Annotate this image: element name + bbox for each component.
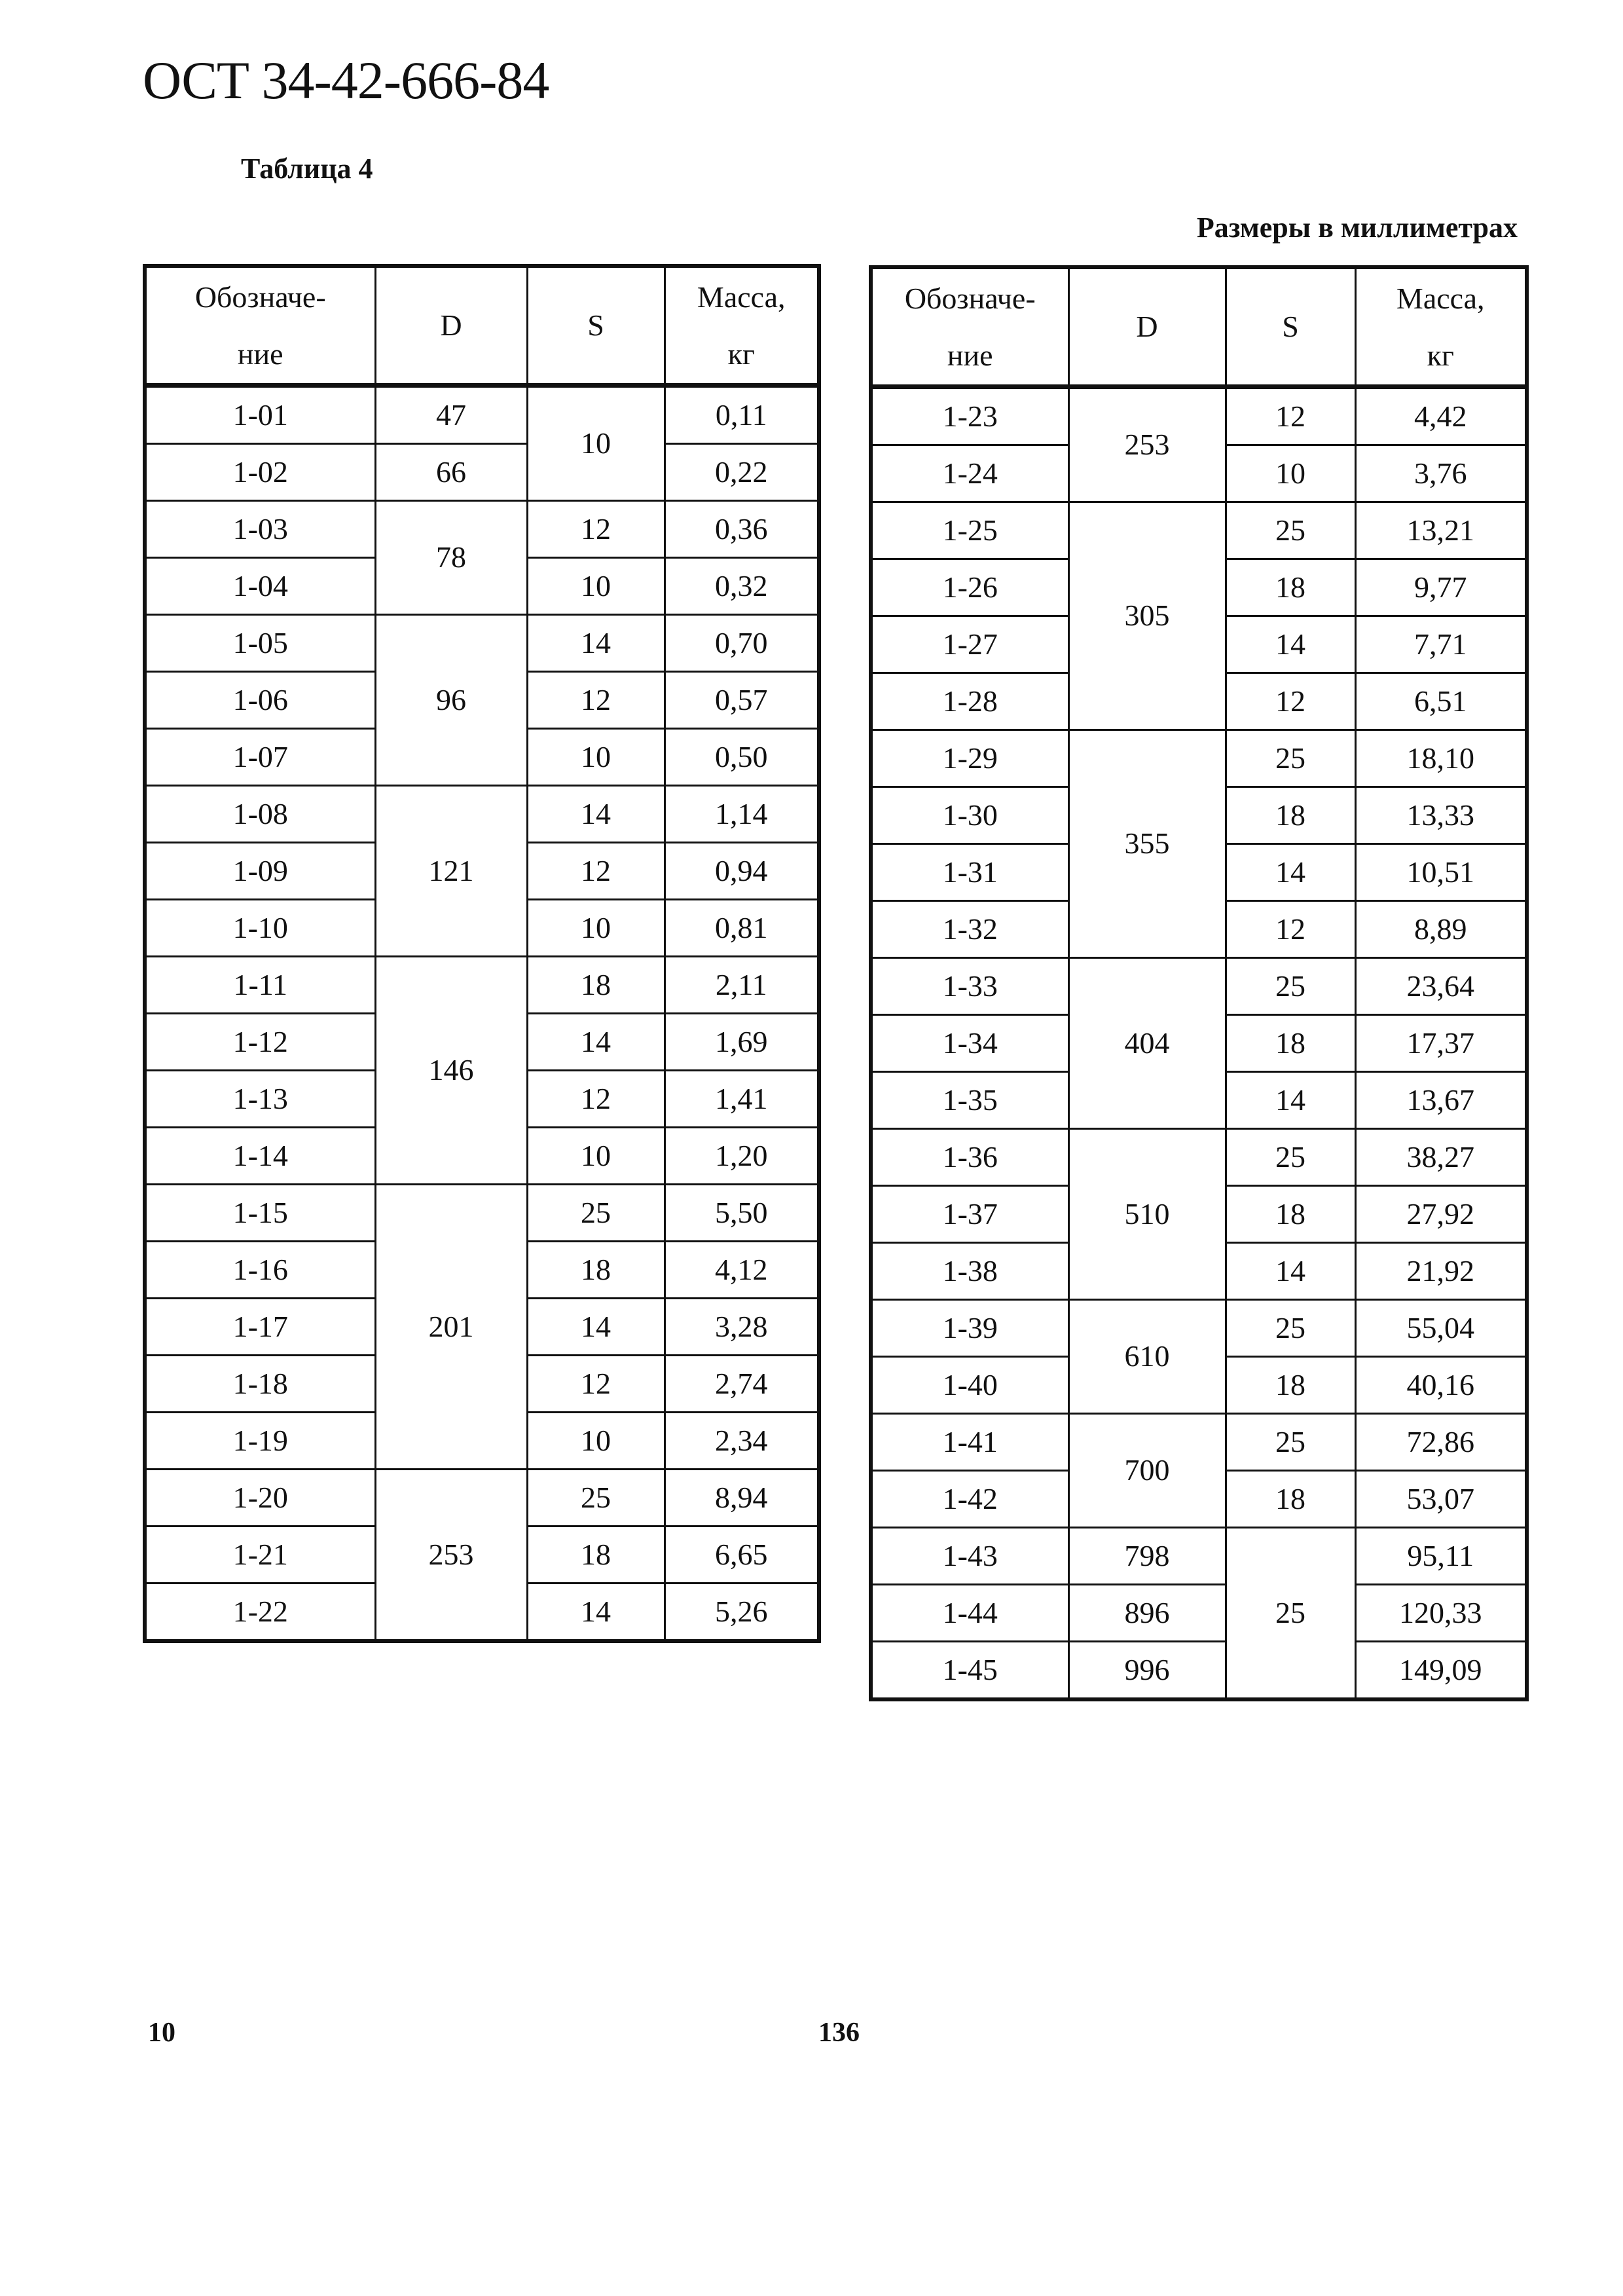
cell-s: 14	[527, 786, 665, 843]
cell-designation: 1-31	[871, 844, 1068, 901]
table-row	[145, 501, 819, 558]
cell-designation: 1-23	[871, 387, 1068, 445]
cell-s: 12	[527, 843, 665, 900]
cell-s: 10	[527, 386, 665, 501]
cell-d: 96	[375, 615, 527, 786]
cell-designation: 1-08	[145, 786, 375, 843]
header-designation-line1: Обозначе-	[194, 280, 326, 314]
header-mass-line1: Масса,	[697, 280, 786, 314]
cell-mass: 38,27	[1355, 1129, 1527, 1186]
cell-mass: 8,94	[665, 1470, 819, 1527]
cell-mass: 18,10	[1355, 730, 1527, 787]
table-row	[871, 1642, 1527, 1700]
cell-designation: 1-16	[145, 1242, 375, 1299]
cell-mass: 0,22	[665, 444, 819, 501]
cell-mass: 23,64	[1355, 958, 1527, 1015]
cell-s: 25	[527, 1470, 665, 1527]
cell-designation: 1-29	[871, 730, 1068, 787]
cell-mass: 0,57	[665, 672, 819, 729]
cell-designation: 1-15	[145, 1185, 375, 1242]
cell-s: 12	[527, 1356, 665, 1413]
cell-s: 10	[527, 729, 665, 786]
header-designation-line2: ние	[237, 337, 283, 371]
cell-designation: 1-37	[871, 1186, 1068, 1243]
cell-mass: 13,21	[1355, 502, 1527, 559]
cell-mass: 21,92	[1355, 1243, 1527, 1300]
cell-s: 12	[527, 1071, 665, 1128]
cell-designation: 1-02	[145, 444, 375, 501]
table-row	[145, 786, 819, 843]
cell-s: 14	[527, 1299, 665, 1356]
cell-mass: 2,11	[665, 957, 819, 1014]
cell-s: 14	[1226, 1072, 1355, 1129]
cell-mass: 6,65	[665, 1527, 819, 1583]
cell-mass: 1,69	[665, 1014, 819, 1071]
cell-s: 12	[527, 501, 665, 558]
cell-s: 18	[1226, 1186, 1355, 1243]
cell-designation: 1-11	[145, 957, 375, 1014]
cell-d: 66	[375, 444, 527, 501]
cell-s: 10	[527, 1128, 665, 1185]
cell-s: 18	[1226, 787, 1355, 844]
cell-designation: 1-38	[871, 1243, 1068, 1300]
cell-mass: 17,37	[1355, 1015, 1527, 1072]
cell-designation: 1-19	[145, 1413, 375, 1470]
cell-s: 14	[1226, 1243, 1355, 1300]
cell-designation: 1-20	[145, 1470, 375, 1527]
cell-designation: 1-21	[145, 1527, 375, 1583]
cell-mass: 5,50	[665, 1185, 819, 1242]
header-mass	[665, 266, 819, 386]
table-row	[145, 957, 819, 1014]
cell-s: 25	[1226, 1129, 1355, 1186]
cell-s: 12	[527, 672, 665, 729]
cell-d: 355	[1068, 730, 1226, 958]
cell-designation: 1-26	[871, 559, 1068, 616]
cell-mass: 120,33	[1355, 1585, 1527, 1642]
cell-s: 12	[1226, 387, 1355, 445]
cell-designation: 1-41	[871, 1414, 1068, 1471]
cell-mass: 1,41	[665, 1071, 819, 1128]
cell-d: 700	[1068, 1414, 1226, 1528]
table-row	[871, 502, 1527, 559]
cell-s: 25	[1226, 1300, 1355, 1357]
units-note: Размеры в миллиметрах	[1196, 212, 1518, 244]
cell-mass: 0,50	[665, 729, 819, 786]
table-row	[871, 1528, 1527, 1585]
cell-mass: 0,11	[665, 386, 819, 444]
cell-mass: 13,67	[1355, 1072, 1527, 1129]
table-row	[145, 444, 819, 501]
table-row	[871, 1129, 1527, 1186]
cell-designation: 1-32	[871, 901, 1068, 958]
header-d: D	[1068, 267, 1226, 387]
cell-designation: 1-04	[145, 558, 375, 615]
cell-mass: 6,51	[1355, 673, 1527, 730]
cell-mass: 3,76	[1355, 445, 1527, 502]
cell-s: 18	[1226, 1471, 1355, 1528]
cell-d: 896	[1068, 1585, 1226, 1642]
cell-designation: 1-42	[871, 1471, 1068, 1528]
cell-mass: 0,70	[665, 615, 819, 672]
cell-designation: 1-36	[871, 1129, 1068, 1186]
cell-designation: 1-30	[871, 787, 1068, 844]
table-caption: Таблица 4	[241, 153, 373, 185]
cell-designation: 1-44	[871, 1585, 1068, 1642]
page-number-global: 136	[818, 2018, 860, 2048]
cell-mass: 0,94	[665, 843, 819, 900]
cell-s: 14	[1226, 844, 1355, 901]
cell-mass: 13,33	[1355, 787, 1527, 844]
cell-d: 798	[1068, 1528, 1226, 1585]
header-mass	[1355, 267, 1527, 387]
cell-d: 404	[1068, 958, 1226, 1129]
cell-mass: 2,74	[665, 1356, 819, 1413]
cell-s: 10	[527, 900, 665, 957]
cell-d: 510	[1068, 1129, 1226, 1300]
cell-s: 25	[527, 1185, 665, 1242]
cell-designation: 1-18	[145, 1356, 375, 1413]
cell-d: 996	[1068, 1642, 1226, 1700]
cell-mass: 72,86	[1355, 1414, 1527, 1471]
cell-s: 25	[1226, 1414, 1355, 1471]
cell-mass: 7,71	[1355, 616, 1527, 673]
cell-designation: 1-17	[145, 1299, 375, 1356]
cell-s: 18	[1226, 1357, 1355, 1414]
cell-designation: 1-34	[871, 1015, 1068, 1072]
cell-d: 610	[1068, 1300, 1226, 1414]
dimensions-table-right	[869, 265, 1529, 1701]
table-row	[145, 1470, 819, 1527]
cell-d: 47	[375, 386, 527, 444]
cell-designation: 1-14	[145, 1128, 375, 1185]
header-designation-line2: ние	[947, 339, 993, 372]
cell-s: 14	[527, 615, 665, 672]
cell-s: 14	[1226, 616, 1355, 673]
table-header-row	[145, 266, 819, 386]
cell-s: 12	[1226, 673, 1355, 730]
cell-designation: 1-03	[145, 501, 375, 558]
cell-designation: 1-13	[145, 1071, 375, 1128]
table-row	[871, 1300, 1527, 1357]
cell-designation: 1-43	[871, 1528, 1068, 1585]
cell-d: 201	[375, 1185, 527, 1470]
cell-mass: 53,07	[1355, 1471, 1527, 1528]
cell-mass: 3,28	[665, 1299, 819, 1356]
header-designation	[145, 266, 375, 386]
cell-designation: 1-06	[145, 672, 375, 729]
header-mass-line2: кг	[1427, 339, 1454, 372]
cell-s: 18	[527, 1527, 665, 1583]
document-code: ОСТ 34-42-666-84	[143, 50, 549, 110]
cell-d: 253	[1068, 387, 1226, 502]
cell-mass: 2,34	[665, 1413, 819, 1470]
cell-mass: 8,89	[1355, 901, 1527, 958]
header-s: S	[1226, 267, 1355, 387]
cell-designation: 1-27	[871, 616, 1068, 673]
table-row	[871, 1414, 1527, 1471]
cell-s: 25	[1226, 1528, 1355, 1700]
cell-d: 146	[375, 957, 527, 1185]
cell-designation: 1-28	[871, 673, 1068, 730]
cell-mass: 27,92	[1355, 1186, 1527, 1243]
header-s: S	[527, 266, 665, 386]
cell-designation: 1-25	[871, 502, 1068, 559]
cell-designation: 1-24	[871, 445, 1068, 502]
cell-designation: 1-09	[145, 843, 375, 900]
cell-s: 12	[1226, 901, 1355, 958]
cell-mass: 95,11	[1355, 1528, 1527, 1585]
cell-s: 18	[1226, 559, 1355, 616]
cell-designation: 1-33	[871, 958, 1068, 1015]
cell-s: 25	[1226, 958, 1355, 1015]
cell-designation: 1-07	[145, 729, 375, 786]
cell-s: 10	[1226, 445, 1355, 502]
table-row	[871, 730, 1527, 787]
cell-mass: 0,32	[665, 558, 819, 615]
table-row	[145, 386, 819, 444]
dimensions-table-left	[143, 264, 821, 1643]
cell-mass: 40,16	[1355, 1357, 1527, 1414]
cell-s: 18	[527, 1242, 665, 1299]
cell-designation: 1-35	[871, 1072, 1068, 1129]
header-designation	[871, 267, 1068, 387]
cell-s: 10	[527, 1413, 665, 1470]
table-header-row	[871, 267, 1527, 387]
cell-mass: 149,09	[1355, 1642, 1527, 1700]
cell-s: 25	[1226, 730, 1355, 787]
cell-d: 253	[375, 1470, 527, 1642]
cell-mass: 4,12	[665, 1242, 819, 1299]
cell-mass: 9,77	[1355, 559, 1527, 616]
cell-s: 14	[527, 1583, 665, 1642]
cell-designation: 1-01	[145, 386, 375, 444]
cell-mass: 0,81	[665, 900, 819, 957]
cell-s: 18	[527, 957, 665, 1014]
header-designation-line1: Обозначе-	[904, 281, 1036, 315]
cell-designation: 1-39	[871, 1300, 1068, 1357]
table-row	[145, 615, 819, 672]
table-row	[871, 387, 1527, 445]
cell-s: 25	[1226, 502, 1355, 559]
cell-mass: 10,51	[1355, 844, 1527, 901]
table-row	[145, 1185, 819, 1242]
cell-s: 10	[527, 558, 665, 615]
header-mass-line2: кг	[727, 337, 755, 371]
cell-mass: 1,14	[665, 786, 819, 843]
cell-designation: 1-45	[871, 1642, 1068, 1700]
cell-s: 18	[1226, 1015, 1355, 1072]
cell-mass: 0,36	[665, 501, 819, 558]
cell-d: 78	[375, 501, 527, 615]
cell-mass: 5,26	[665, 1583, 819, 1642]
table-row	[871, 958, 1527, 1015]
cell-mass: 4,42	[1355, 387, 1527, 445]
page-number-local: 10	[148, 2018, 175, 2048]
cell-mass: 1,20	[665, 1128, 819, 1185]
cell-mass: 55,04	[1355, 1300, 1527, 1357]
cell-s: 14	[527, 1014, 665, 1071]
cell-designation: 1-22	[145, 1583, 375, 1642]
cell-d: 305	[1068, 502, 1226, 730]
cell-designation: 1-10	[145, 900, 375, 957]
table-row	[871, 1585, 1527, 1642]
header-d: D	[375, 266, 527, 386]
cell-designation: 1-12	[145, 1014, 375, 1071]
cell-d: 121	[375, 786, 527, 957]
header-mass-line1: Масса,	[1396, 281, 1485, 315]
cell-designation: 1-05	[145, 615, 375, 672]
cell-designation: 1-40	[871, 1357, 1068, 1414]
